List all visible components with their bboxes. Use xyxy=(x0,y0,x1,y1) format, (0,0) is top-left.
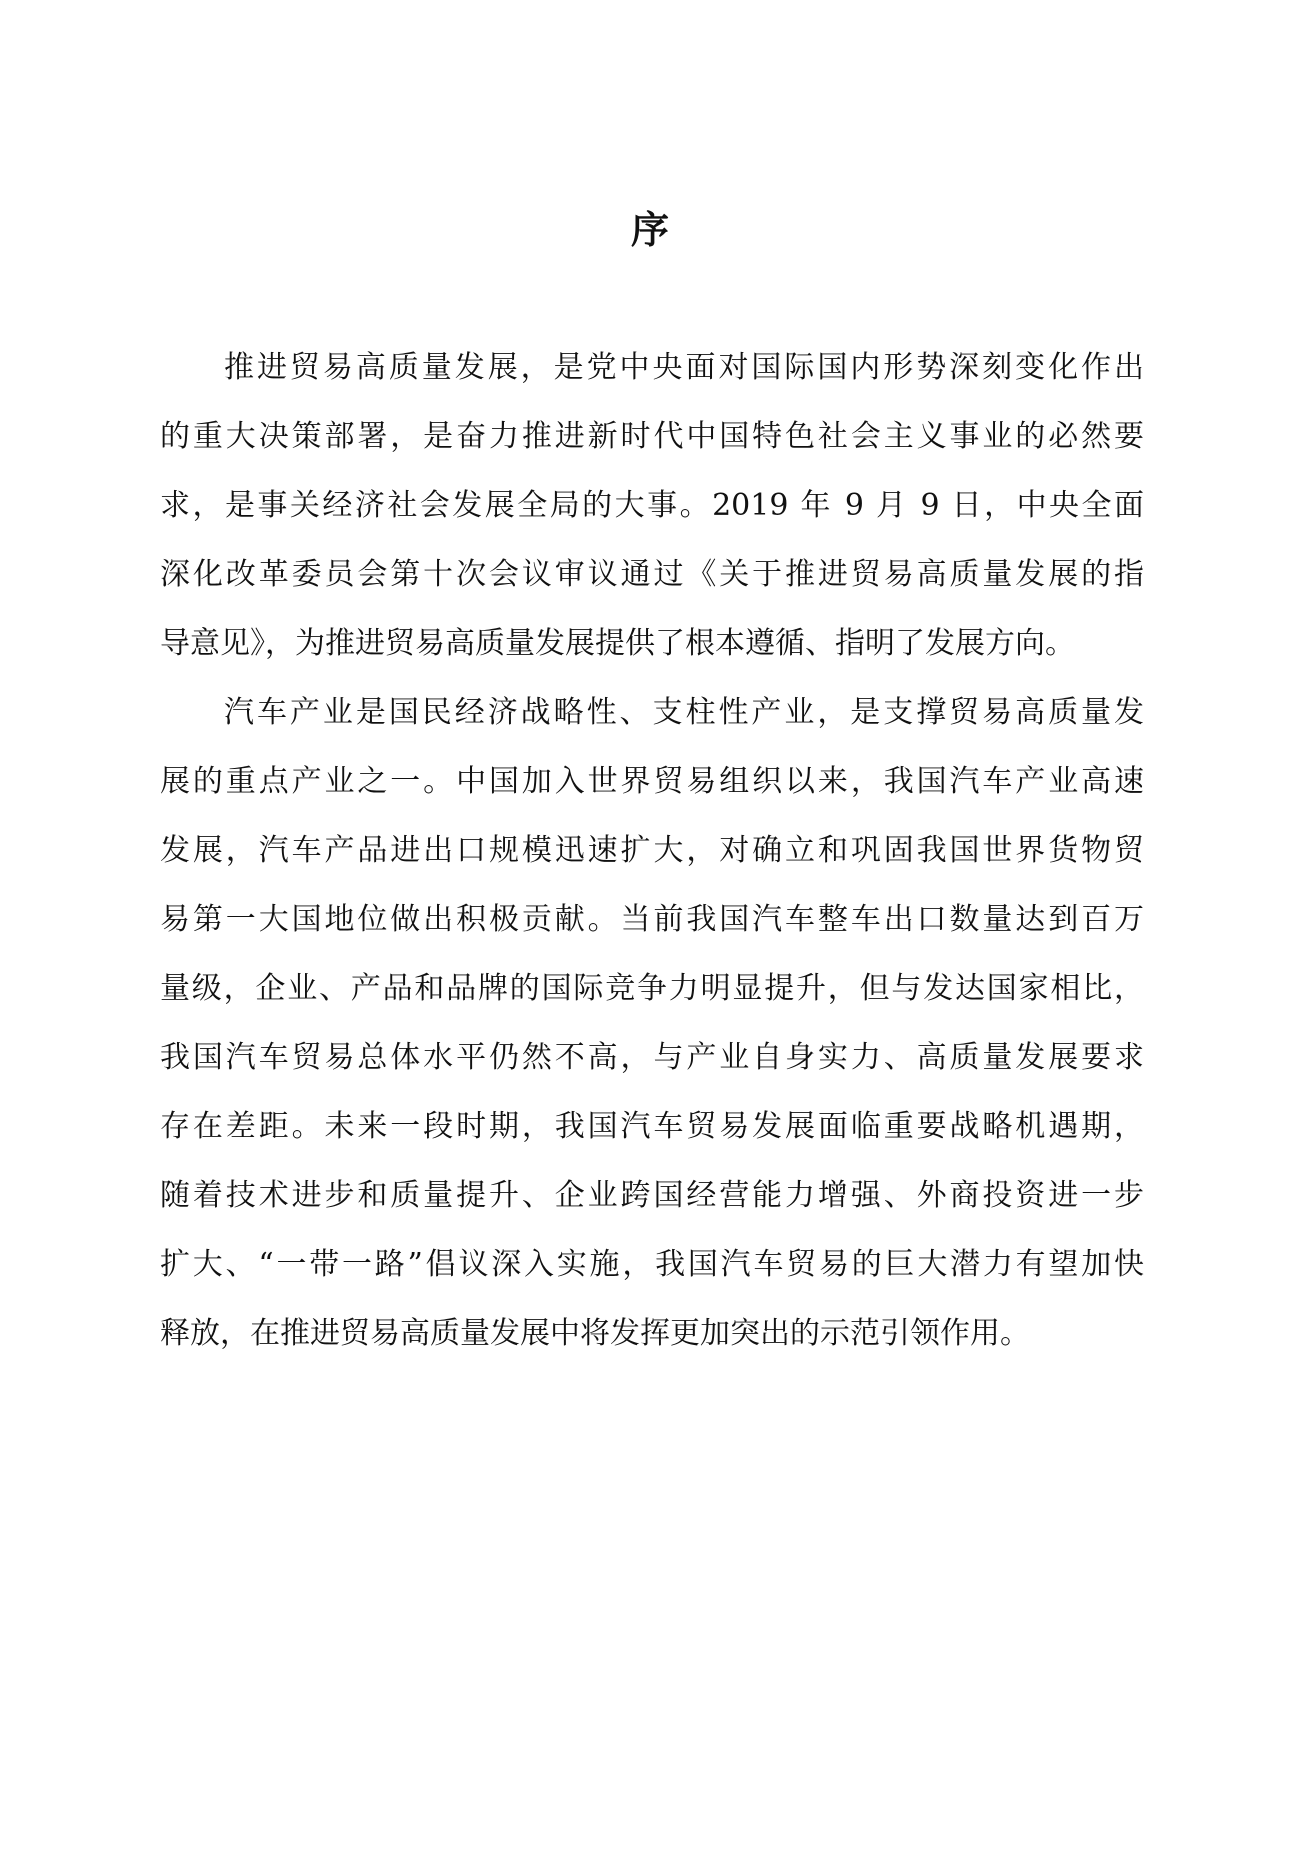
paragraph-1 xyxy=(160,333,1144,678)
paragraph-1-line-5: 导意见》，为推进贸易高质量发展提供了根本遵循、指明了发展方向。 xyxy=(160,626,1075,661)
paragraph-2-line-9: 扩大、“一带一路”倡议深入实施，我国汽车贸易的巨大潜力有望加快 xyxy=(160,1247,1144,1282)
paragraph-1-line-4: 深化改革委员会第十次会议审议通过《关于推进贸易高质量发展的指 xyxy=(160,557,1144,592)
paragraph-2-line-5: 量级，企业、产品和品牌的国际竞争力明显提升，但与发达国家相比， xyxy=(160,971,1144,1006)
page-title: 序 xyxy=(630,207,669,252)
paragraph-2-line-10: 释放，在推进贸易高质量发展中将发挥更加突出的示范引领作用。 xyxy=(160,1316,1030,1351)
paragraph-2-line-6: 我国汽车贸易总体水平仍然不高，与产业自身实力、高质量发展要求 xyxy=(160,1040,1144,1075)
paragraph-2-line-7: 存在差距。未来一段时期，我国汽车贸易发展面临重要战略机遇期， xyxy=(160,1109,1144,1144)
paragraph-2-line-1: 汽车产业是国民经济战略性、支柱性产业，是支撑贸易高质量发 xyxy=(224,695,1144,730)
document-body xyxy=(160,333,1144,1368)
paragraph-2-line-4: 易第一大国地位做出积极贡献。当前我国汽车整车出口数量达到百万 xyxy=(160,902,1144,937)
paragraph-2-line-8: 随着技术进步和质量提升、企业跨国经营能力增强、外商投资进一步 xyxy=(160,1178,1144,1213)
paragraph-1-line-3: 求，是事关经济社会发展全局的大事。2019 年 9 月 9 日，中央全面 xyxy=(160,488,1144,523)
paragraph-1-line-1: 推进贸易高质量发展，是党中央面对国际国内形势深刻变化作出 xyxy=(224,350,1144,385)
paragraph-1-line-2: 的重大决策部署，是奋力推进新时代中国特色社会主义事业的必然要 xyxy=(160,419,1144,454)
paragraph-2-line-3: 发展，汽车产品进出口规模迅速扩大，对确立和巩固我国世界货物贸 xyxy=(160,833,1144,868)
paragraph-2 xyxy=(160,678,1144,1368)
paragraph-2-line-2: 展的重点产业之一。中国加入世界贸易组织以来，我国汽车产业高速 xyxy=(160,764,1144,799)
